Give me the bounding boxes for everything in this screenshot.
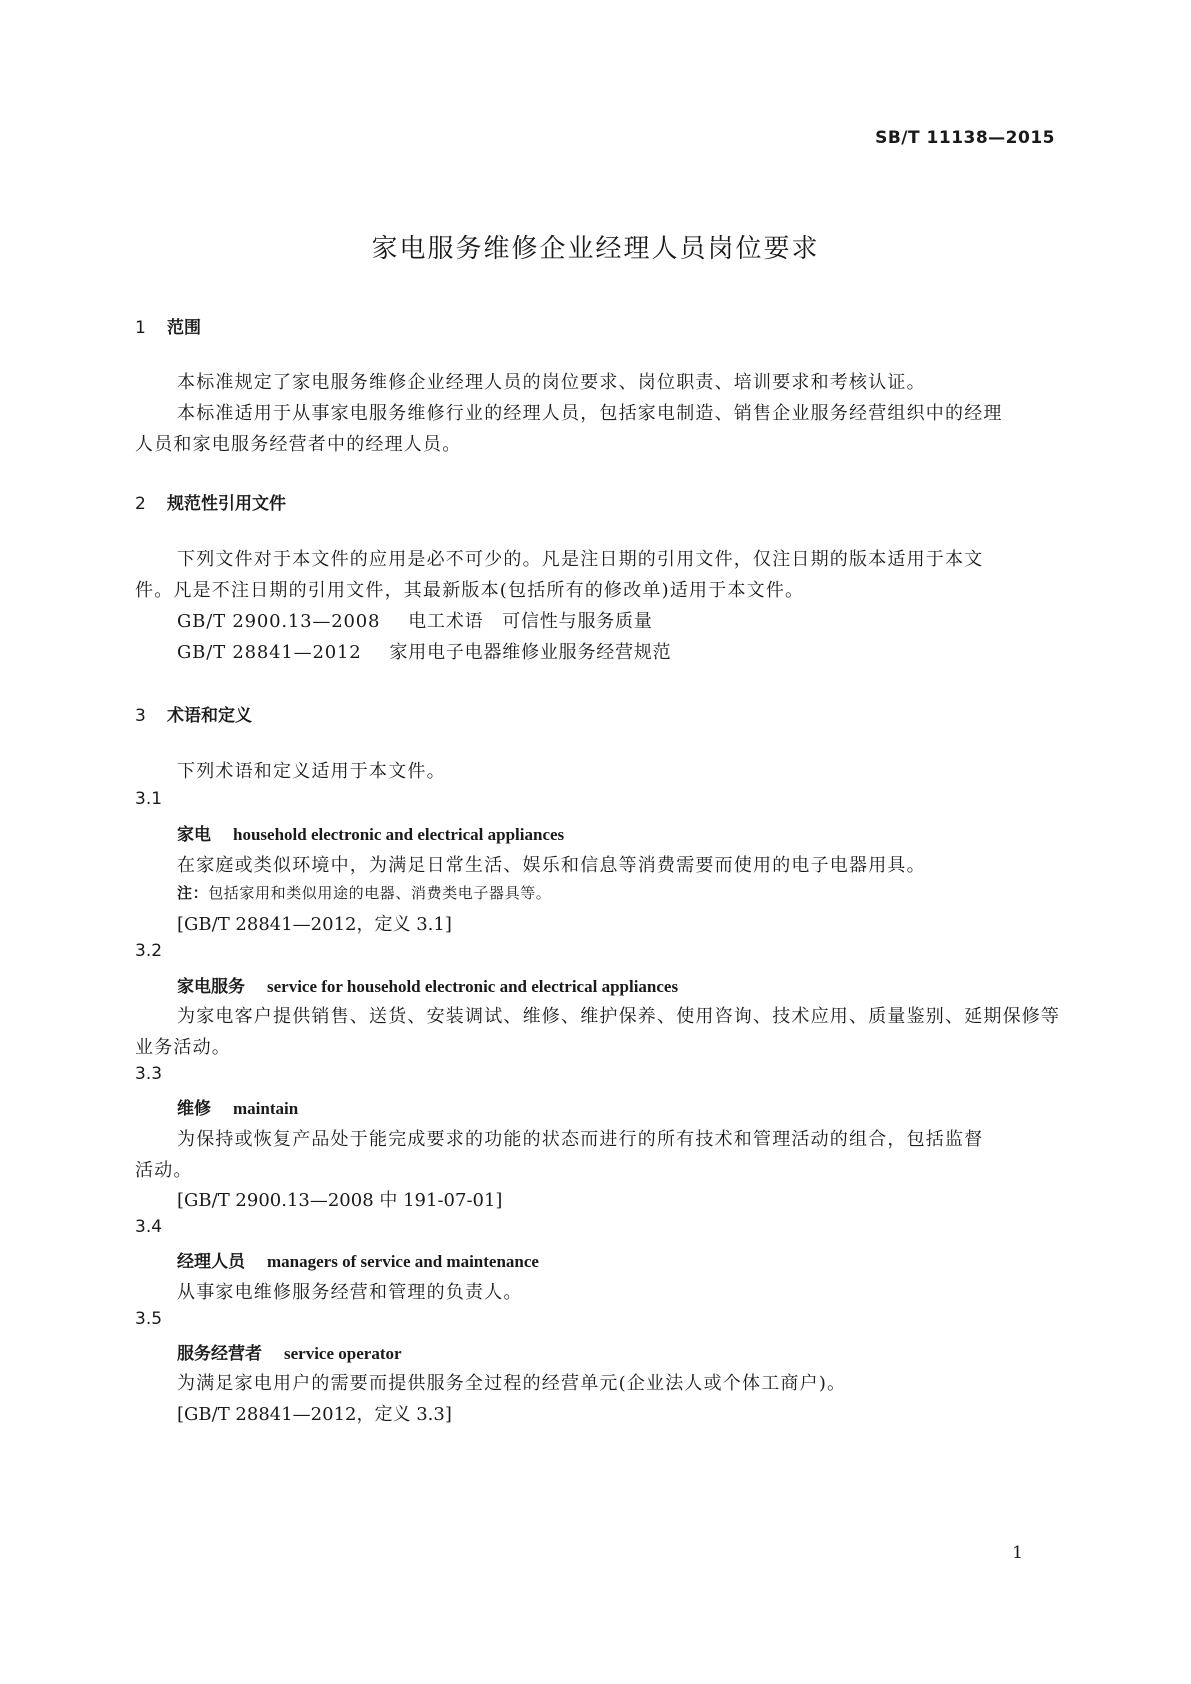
term-entry xyxy=(177,820,564,845)
document-title: 家电服务维修企业经理人员岗位要求 xyxy=(371,234,820,264)
section-number: 3 xyxy=(135,706,146,726)
term-en: household electronic and electrical appliances xyxy=(233,825,565,844)
page-number: 1 xyxy=(1012,1543,1023,1563)
term-definition: 活动。 xyxy=(135,1160,193,1181)
term-source: [GB/T 2900.13—2008 中 191-07-01] xyxy=(177,1190,503,1211)
reference-code: GB/T 2900.13—2008 xyxy=(177,611,381,632)
normative-reference xyxy=(177,607,653,633)
term-zh: 家电服务 xyxy=(177,977,245,997)
paragraph: 下列文件对于本文件的应用是必不可少的。凡是注日期的引用文件，仅注日期的版本适用于本文 xyxy=(177,549,984,570)
paragraph: 下列术语和定义适用于本文件。 xyxy=(177,761,446,782)
term-definition: 为满足家电用户的需要而提供服务全过程的经营单元(企业法人或个体工商户)。 xyxy=(177,1373,847,1394)
clause-number: 3.4 xyxy=(135,1217,163,1237)
reference-name: 电工术语 可信性与服务质量 xyxy=(408,611,653,632)
term-en: service for household electronic and electrical appliances xyxy=(267,977,679,996)
term-en: maintain xyxy=(233,1099,299,1118)
term-entry xyxy=(177,1094,298,1119)
section-3-heading xyxy=(135,701,252,726)
section-number: 2 xyxy=(135,494,146,514)
term-zh: 经理人员 xyxy=(177,1252,245,1272)
paragraph: 件。凡是不注日期的引用文件，其最新版本(包括所有的修改单)适用于本文件。 xyxy=(135,580,805,601)
reference-name: 家用电子电器维修业服务经营规范 xyxy=(389,642,672,663)
term-entry xyxy=(177,1339,402,1364)
paragraph: 本标准规定了家电服务维修企业经理人员的岗位要求、岗位职责、培训要求和考核认证。 xyxy=(177,372,926,393)
term-entry xyxy=(177,972,678,997)
term-entry xyxy=(177,1247,539,1272)
standard-code: SB/T 11138—2015 xyxy=(875,128,1055,148)
term-definition: 为家电客户提供销售、送货、安装调试、维修、维护保养、使用咨询、技术应用、质量鉴别、延期保修等 xyxy=(177,1006,1061,1027)
section-number: 1 xyxy=(135,318,146,338)
term-en: managers of service and maintenance xyxy=(267,1252,539,1271)
section-title: 术语和定义 xyxy=(167,706,252,726)
term-source: [GB/T 28841—2012，定义 3.3] xyxy=(177,1404,452,1425)
note-label: 注： xyxy=(177,884,209,902)
term-definition: 为保持或恢复产品处于能完成要求的功能的状态而进行的所有技术和管理活动的组合，包括监督 xyxy=(177,1129,984,1150)
reference-code: GB/T 28841—2012 xyxy=(177,642,362,663)
term-zh: 家电 xyxy=(177,825,211,845)
note xyxy=(177,882,551,903)
term-zh: 服务经营者 xyxy=(177,1344,262,1364)
term-en: service operator xyxy=(284,1344,402,1363)
clause-number: 3.2 xyxy=(135,941,163,961)
clause-number: 3.5 xyxy=(135,1309,163,1329)
clause-number: 3.3 xyxy=(135,1064,163,1084)
paragraph: 本标准适用于从事家电服务维修行业的经理人员，包括家电制造、销售企业服务经营组织中的经理 xyxy=(177,403,1003,424)
section-title: 范围 xyxy=(167,318,201,338)
clause-number: 3.1 xyxy=(135,789,163,809)
term-definition: 业务活动。 xyxy=(135,1037,231,1058)
section-2-heading xyxy=(135,489,286,514)
term-zh: 维修 xyxy=(177,1099,211,1119)
term-source: [GB/T 28841—2012，定义 3.1] xyxy=(177,914,452,935)
paragraph: 人员和家电服务经营者中的经理人员。 xyxy=(135,434,462,455)
normative-reference xyxy=(177,638,671,664)
note-text: 包括家用和类似用途的电器、消费类电子器具等。 xyxy=(208,884,552,902)
section-1-heading xyxy=(135,313,201,338)
term-definition: 在家庭或类似环境中，为满足日常生活、娱乐和信息等消费需要而使用的电子电器用具。 xyxy=(177,855,926,876)
section-title: 规范性引用文件 xyxy=(167,494,286,514)
term-definition: 从事家电维修服务经营和管理的负责人。 xyxy=(177,1282,523,1303)
